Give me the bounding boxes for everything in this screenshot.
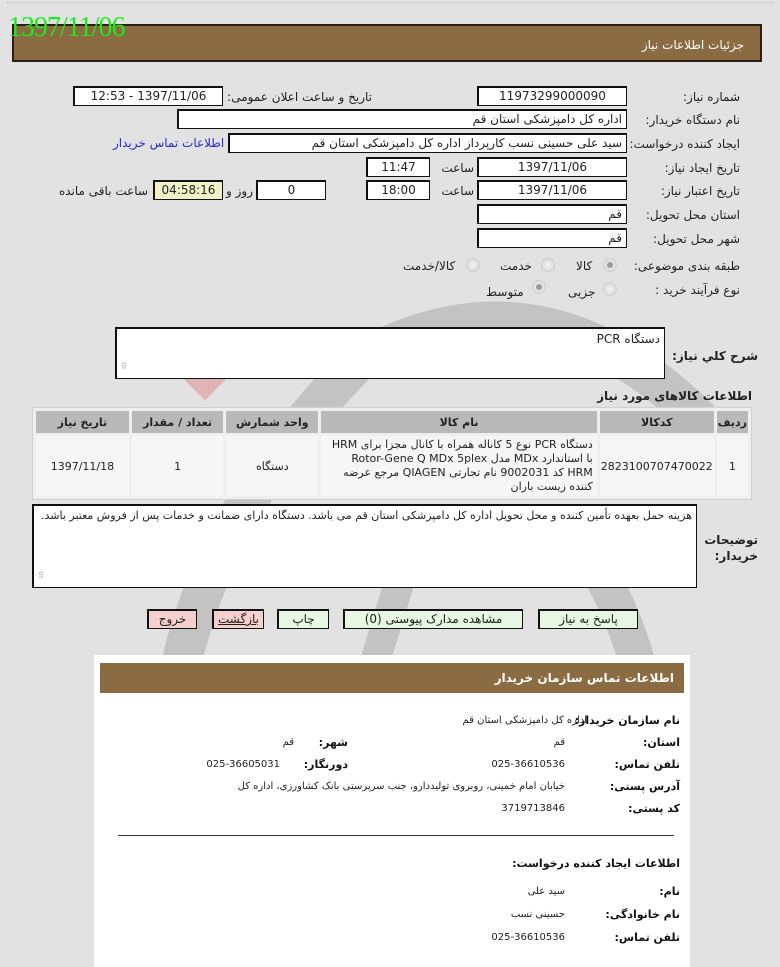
col-code: کدکالا: [600, 411, 714, 433]
validity-date-field[interactable]: 1397/11/06: [477, 180, 627, 200]
col-row: ردیف: [717, 411, 748, 433]
exit-button[interactable]: خروج: [147, 609, 197, 629]
days-label: روز و: [226, 184, 253, 198]
fax-label: دورنگار:: [303, 758, 348, 771]
announce-label: تاریخ و ساعت اعلان عمومی:: [227, 90, 372, 104]
purchase-type-label: نوع فرآیند خرید :: [655, 283, 740, 297]
category-radio-service[interactable]: [541, 258, 555, 272]
last-name-value: حسینی نسب: [510, 909, 565, 920]
summary-text: دستگاه PCR: [596, 332, 660, 346]
creator-phone-value: 025-36610536: [491, 932, 565, 943]
section-divider: [118, 835, 674, 836]
province-field[interactable]: قم: [477, 204, 627, 224]
postal-value: 3719713846: [501, 803, 565, 814]
days-field[interactable]: 0: [256, 180, 326, 200]
category-option-goods: کالا: [576, 259, 593, 273]
creator-section-title: اطلاعات ایجاد کننده درخواست:: [512, 857, 680, 870]
reply-button[interactable]: پاسخ به نیاز: [538, 609, 638, 629]
category-option-service: خدمت: [500, 259, 532, 273]
purchase-option-minor: جزیی: [568, 285, 596, 299]
contact-panel-title: اطلاعات تماس سازمان خریدار: [494, 671, 674, 685]
created-time-field[interactable]: 11:47: [366, 157, 430, 177]
first-name-value: سید علی: [527, 886, 565, 897]
items-section-title: اطلاعات کالاهای مورد نیاز: [597, 389, 752, 403]
col-date: تاریخ نیاز: [36, 411, 129, 433]
purchase-radio-medium[interactable]: [532, 280, 546, 294]
first-name-label: نام:: [659, 885, 680, 898]
created-date-field[interactable]: 1397/11/06: [477, 157, 627, 177]
purchase-option-medium: متوسط: [486, 285, 524, 299]
buyer-org-field[interactable]: اداره کل دامپزشکی استان قم: [177, 109, 627, 129]
requester-field[interactable]: سید علی حسینی نسب کارپرداز اداره کل دامپزشکی استان قم: [228, 133, 627, 153]
postal-label: کد پستی:: [628, 802, 680, 815]
col-qty: تعداد / مقدار: [132, 411, 223, 433]
need-number-field[interactable]: 11973299000090: [477, 86, 627, 106]
items-table-header: [36, 411, 748, 433]
validity-time-label: ساعت: [441, 184, 474, 198]
need-number-label: شماره نیاز:: [683, 90, 740, 104]
contact-panel-header: [100, 663, 684, 693]
col-unit: واحد شمارش: [226, 411, 318, 433]
created-label: تاریخ ایجاد نیاز:: [664, 161, 740, 175]
validity-label: تاریخ اعتبار نیاز:: [660, 184, 740, 198]
contact-city-value: قم: [282, 737, 294, 748]
resize-grip-icon[interactable]: ⠿: [38, 571, 44, 580]
city-label: شهر محل تحویل:: [653, 232, 740, 246]
back-button[interactable]: بازگشت: [212, 609, 264, 629]
phone-value: 025-36610536: [491, 759, 565, 770]
requester-label: ایجاد کننده درخواست:: [629, 137, 740, 151]
buyer-notes-text: هزینه حمل بعهده تأمین کننده و محل تحویل اداره کل دامپزشکی استان قم می باشد. دستگاه دارای ضمانت و خدمات پس از فروش معتبر باشد.: [40, 509, 692, 522]
print-button[interactable]: چاپ: [277, 609, 329, 629]
buyer-notes-label: توضیحات خریدار:: [704, 533, 758, 563]
phone-label: تلفن تماس:: [614, 758, 680, 771]
city-field[interactable]: قم: [477, 228, 627, 248]
cell-date: 1397/11/18: [36, 436, 129, 496]
resize-grip-icon[interactable]: ⠿: [121, 362, 127, 371]
cell-row: 1: [717, 436, 748, 496]
creator-phone-label: تلفن تماس:: [614, 931, 680, 944]
summary-label: شرح کلي نياز:: [672, 349, 758, 363]
last-name-label: نام خانوادگی:: [605, 908, 680, 921]
cell-unit: دستگاه: [226, 436, 318, 496]
top-divider: [6, 2, 774, 3]
contact-city-label: شهر:: [318, 736, 348, 749]
table-row: [36, 436, 748, 496]
cell-code: 2823100707470022: [600, 436, 714, 496]
page-title: جزئیات اطلاعات نیاز: [641, 38, 744, 52]
address-value: خیابان امام خمینی، روبروی تولیددارو، جنب سرپرستی بانک کشاورزی، اداره کل: [237, 781, 565, 792]
contact-province-value: قم: [553, 737, 565, 748]
date-stamp: 1397/11/06: [8, 12, 125, 43]
buyer-org-label: نام دستگاه خریدار:: [645, 113, 740, 127]
remaining-time-field[interactable]: 04:58:16: [153, 180, 223, 200]
items-table: [32, 407, 752, 500]
validity-time-field[interactable]: 18:00: [366, 180, 430, 200]
category-radio-goods-service[interactable]: [466, 258, 480, 272]
buyer-contact-link[interactable]: اطلاعات تماس خریدار: [113, 136, 225, 150]
announce-field[interactable]: 1397/11/06 - 12:53: [73, 86, 223, 106]
category-radio-goods[interactable]: [603, 258, 617, 272]
category-label: طبقه بندی موضوعی:: [633, 259, 740, 273]
org-label: نام سازمان خریدار:: [574, 714, 680, 727]
buyer-contact-panel: [94, 655, 690, 967]
buyer-notes-textarea[interactable]: [32, 504, 697, 588]
org-value: اداره کل دامپزشکی استان قم: [462, 715, 587, 726]
cell-qty: 1: [132, 436, 223, 496]
cell-name: دستگاه PCR نوع 5 کاناله همراه با کانال مجزا برای HRM با استاندارد MDx مدل Rotor-Gene Q MDx 5plex HRM کد 9002031 نام تجارتی QIAGEN مرجع عرضه کننده زیست باران: [321, 436, 597, 496]
address-label: آدرس پستی:: [609, 780, 680, 793]
summary-textarea[interactable]: [115, 327, 665, 379]
view-attachments-button[interactable]: مشاهده مدارک پیوستی (0): [343, 609, 523, 629]
purchase-radio-minor[interactable]: [603, 282, 617, 296]
contact-province-label: استان:: [643, 736, 680, 749]
province-label: استان محل تحویل:: [645, 208, 740, 222]
col-name: نام کالا: [321, 411, 597, 433]
category-option-goods-service: کالا/خدمت: [403, 259, 456, 273]
fax-value: 025-36605031: [206, 759, 280, 770]
remaining-label: ساعت باقی مانده: [58, 184, 148, 198]
created-time-label: ساعت: [441, 161, 474, 175]
